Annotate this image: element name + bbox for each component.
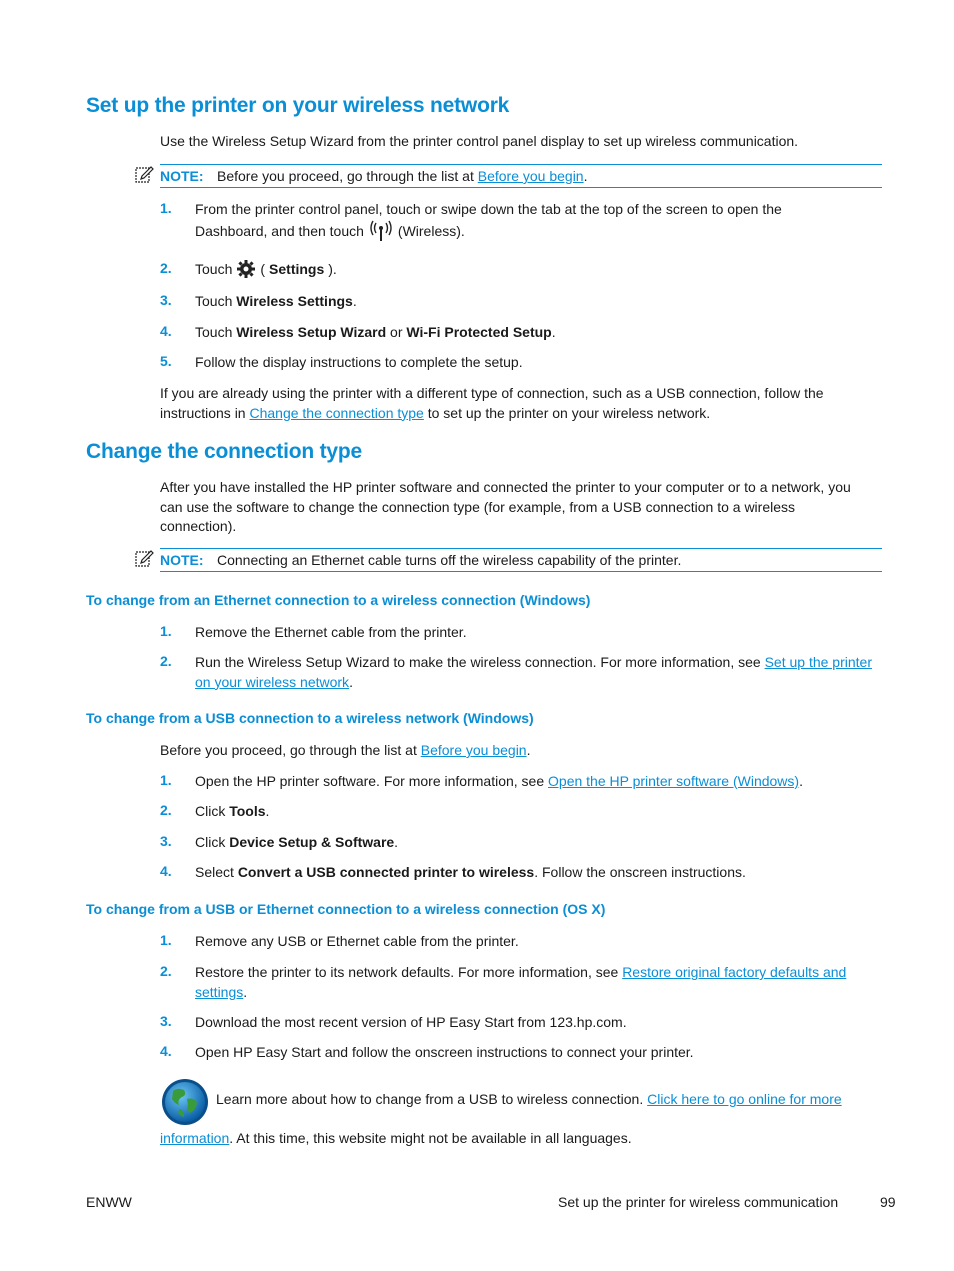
web-info-text-cont	[160, 1130, 632, 1146]
section-title-change-connection: Change the connection type	[86, 440, 362, 463]
note-text: Before you proceed, go through the list at Before you begin.	[217, 168, 588, 184]
step-fragment: or	[386, 324, 407, 340]
footer-title: Set up the printer for wireless communication	[558, 1194, 839, 1210]
step-fragment: .	[349, 673, 353, 690]
step-bold: Settings	[269, 261, 325, 277]
step-number: 2.	[160, 653, 172, 669]
outro-text: If you are already using the printer with a different type of connection, such as a USB connection, follow the instructions in	[160, 385, 824, 421]
before-you-begin-link[interactable]: Before you begin	[477, 168, 584, 184]
step-fragment: .	[551, 324, 556, 340]
step-number: 4.	[160, 323, 172, 339]
step-number: 3.	[160, 292, 172, 308]
step-text	[195, 198, 875, 242]
step-fragment: (	[260, 261, 266, 277]
step-text	[195, 963, 875, 1002]
wireless-icon	[369, 220, 393, 242]
note-label: NOTE:	[160, 168, 204, 184]
step-fragment: . Follow the onscreen instructions.	[534, 864, 746, 880]
step-fragment: ).	[328, 261, 337, 277]
section2-intro: After you have installed the HP printer software and connected the printer to your computer or to a network, you can use the software to change the connection type (for example, from a USB connection to a wireless connection).	[160, 479, 851, 534]
step-number: 2.	[160, 260, 172, 276]
sub2-intro	[160, 741, 880, 761]
step-number: 1.	[160, 772, 172, 788]
step-fragment: Touch	[195, 324, 237, 340]
intro-text: .	[526, 742, 531, 758]
setup-wireless-link[interactable]: Set up the printer on your wireless network	[195, 654, 872, 690]
step-bold: Wi-Fi Protected Setup	[406, 324, 552, 340]
step-fragment: Touch	[195, 293, 237, 309]
step-fragment: Touch	[195, 261, 233, 277]
note-icon	[134, 164, 154, 184]
step-text	[195, 653, 875, 692]
step-fragment: .	[265, 803, 270, 819]
subsection-title: To change from an Ethernet connection to a wireless connection (Windows)	[86, 592, 591, 608]
step-bold: Convert a USB connected printer to wireless	[237, 864, 535, 880]
step-fragment: Restore the printer to its network defaults. For more information, see	[195, 964, 623, 980]
web-text: Learn more about how to change from a USB to wireless connection.	[216, 1091, 648, 1107]
step-text	[195, 861, 875, 883]
step-fragment: (Wireless).	[397, 223, 465, 239]
subsection-title: To change from a USB connection to a wireless network (Windows)	[86, 710, 534, 726]
step-fragment: .	[352, 293, 357, 309]
page-number: 99	[880, 1194, 896, 1210]
step-fragment: Dashboard, and then touch	[195, 223, 364, 239]
step-number: 3.	[160, 1013, 172, 1029]
step-bold: Wireless Setup Wizard	[236, 324, 387, 340]
step-bold: Wireless Settings	[236, 293, 353, 309]
section1-intro: Use the Wireless Setup Wizard from the printer control panel display to set up wireless communication.	[160, 133, 799, 149]
step-fragment: Select	[195, 864, 238, 880]
note-icon	[134, 548, 154, 568]
step-bold: Device Setup & Software	[229, 834, 395, 850]
step-number: 4.	[160, 863, 172, 879]
step-fragment: .	[799, 773, 803, 789]
step-text: Remove any USB or Ethernet cable from the printer.	[195, 933, 519, 949]
before-you-begin-link[interactable]: Before you begin	[420, 742, 527, 758]
step-fragment: Open the HP printer software. For more information, see	[195, 773, 549, 789]
step-text	[195, 831, 875, 853]
information-link[interactable]: information	[160, 1130, 230, 1146]
section1-outro	[160, 384, 880, 423]
step-text	[195, 258, 875, 280]
restore-defaults-link[interactable]: Restore original factory defaults and settings	[195, 964, 847, 1000]
gear-icon	[236, 259, 256, 279]
section-title-wireless: Set up the printer on your wireless network	[86, 94, 510, 117]
go-online-link[interactable]: Click here to go online for more	[647, 1091, 842, 1107]
note-box	[160, 548, 882, 572]
step-number: 1.	[160, 932, 172, 948]
step-text: Download the most recent version of HP Easy Start from 123.hp.com.	[195, 1014, 627, 1030]
outro-text: to set up the printer on your wireless network.	[423, 404, 711, 421]
step-line: From the printer control panel, touch or swipe down the tab at the top of the screen to open the	[195, 201, 782, 217]
globe-icon	[160, 1077, 210, 1127]
step-fragment: Run the Wireless Setup Wizard to make the wireless connection. For more information, see	[195, 654, 765, 670]
step-number: 2.	[160, 802, 172, 818]
step-fragment: Click	[195, 834, 230, 850]
step-bold: Tools	[229, 803, 266, 819]
step-fragment: .	[243, 983, 248, 1000]
intro-text: Before you proceed, go through the list at	[160, 742, 421, 758]
step-text	[195, 321, 875, 343]
note-label: NOTE:	[160, 552, 204, 568]
step-number: 4.	[160, 1043, 172, 1059]
step-text	[195, 290, 875, 312]
step-number: 2.	[160, 963, 172, 979]
note-box	[160, 164, 882, 188]
step-text: Follow the display instructions to complete the setup.	[195, 354, 523, 370]
step-number: 3.	[160, 833, 172, 849]
step-text: Remove the Ethernet cable from the printer.	[195, 624, 467, 640]
step-line	[195, 220, 875, 242]
step-text	[195, 800, 875, 822]
step-number: 1.	[160, 623, 172, 639]
note-text: Connecting an Ethernet cable turns off the wireless capability of the printer.	[217, 552, 682, 568]
open-software-link[interactable]: Open the HP printer software (Windows)	[548, 773, 800, 789]
step-fragment: .	[394, 834, 399, 850]
step-number: 1.	[160, 200, 172, 216]
web-info-text	[216, 1091, 876, 1107]
step-fragment: Click	[195, 803, 230, 819]
subsection-title: To change from a USB or Ethernet connection to a wireless connection (OS X)	[86, 901, 606, 917]
footer-left: ENWW	[86, 1194, 132, 1210]
change-connection-link[interactable]: Change the connection type	[249, 404, 424, 421]
note-body: Before you proceed, go through the list at	[217, 168, 478, 184]
step-text	[195, 770, 875, 792]
web-text: . At this time, this website might not be available in all languages.	[229, 1130, 632, 1146]
step-number: 5.	[160, 353, 172, 369]
step-text: Open HP Easy Start and follow the onscreen instructions to connect your printer.	[195, 1044, 694, 1060]
